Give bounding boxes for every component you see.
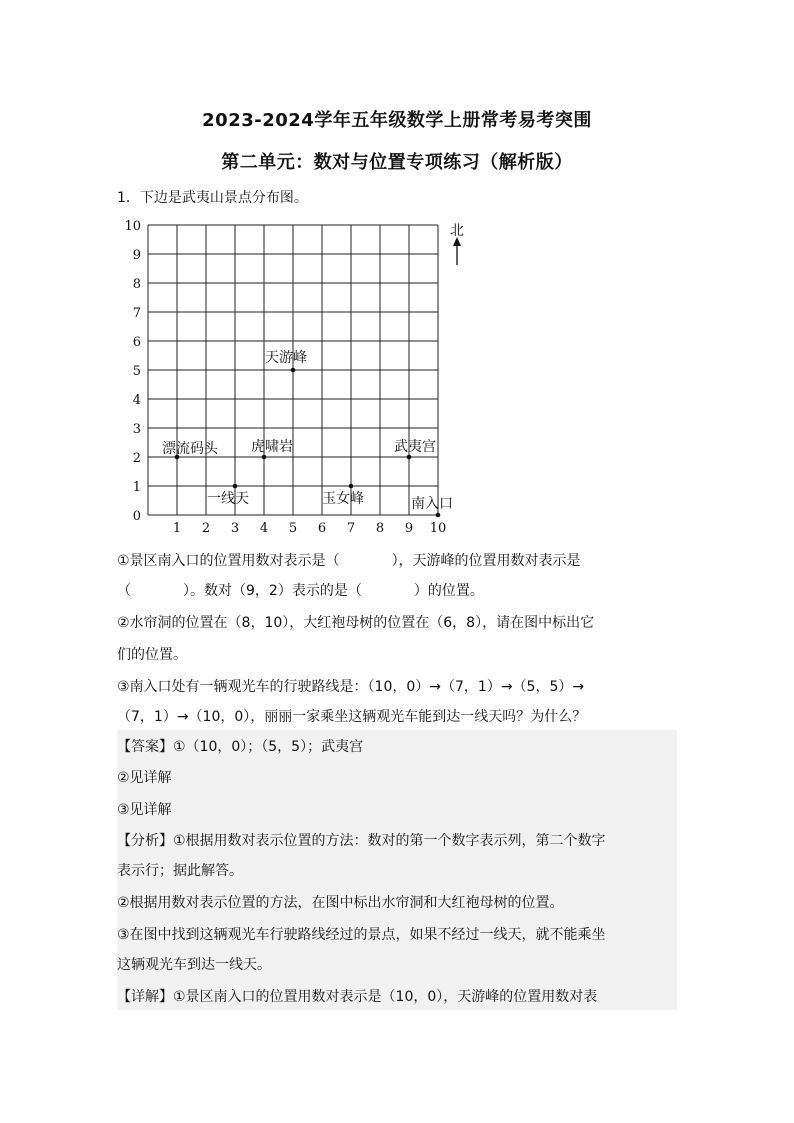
answer-line-1: 【答案】①（10，0）；（5，5）；武夷宫 xyxy=(117,739,364,755)
x-tick-label: 8 xyxy=(375,521,385,536)
x-tick-label: 3 xyxy=(230,521,240,536)
analysis-line-4: ③在图中找到这辆观光车行驶路线经过的景点，如果不经过一线天，就不能乘坐 xyxy=(117,927,606,943)
analysis-line-5: 这辆观光车到达一线天。 xyxy=(117,957,271,973)
question-2-line-1: ②水帘洞的位置在（8，10），大红袍母树的位置在（6，8），请在图中标出它 xyxy=(117,615,595,631)
scenic-point-marker xyxy=(233,484,238,489)
x-tick-label: 10 xyxy=(429,521,447,536)
answer-line-3: ③见详解 xyxy=(117,802,172,818)
x-tick-label: 2 xyxy=(201,521,211,536)
x-tick-label: 7 xyxy=(346,521,356,536)
q1-text-e: ）的位置。 xyxy=(413,583,484,599)
tick-labels xyxy=(124,219,446,536)
scenic-point-marker xyxy=(291,368,296,373)
scenic-point-label: 武夷宫 xyxy=(394,439,436,455)
scenic-point-label: 一线天 xyxy=(207,491,249,507)
y-tick-label: 7 xyxy=(132,306,141,321)
question-1-line-2 xyxy=(117,581,677,601)
y-tick-label: 10 xyxy=(124,219,141,234)
x-tick-label: 5 xyxy=(288,521,298,536)
y-tick-label: 0 xyxy=(132,509,141,524)
q1-text-d: ）。数对（9，2）表示的是（ xyxy=(183,583,362,599)
question-intro: 1．下边是武夷山景点分布图。 xyxy=(117,190,308,206)
question-3-line-1: ③南入口处有一辆观光车的行驶路线是：（10，0）→（7，1）→（5，5）→ xyxy=(117,679,585,695)
q1-text-a: ①景区南入口的位置用数对表示是（ xyxy=(117,553,340,569)
y-tick-label: 3 xyxy=(132,422,141,437)
page-title: 2023-2024学年五年级数学上册常考易考突围 xyxy=(202,110,592,131)
north-label: 北 xyxy=(450,223,464,239)
scenic-point-label: 南入口 xyxy=(411,496,453,512)
y-tick-label: 5 xyxy=(132,364,141,379)
question-3-line-2: （7，1）→（10，0），丽丽一家乘坐这辆观光车能到达一线天吗？为什么？ xyxy=(117,709,587,725)
x-tick-label: 1 xyxy=(172,521,182,536)
scenic-point-label: 漂流码头 xyxy=(162,441,218,457)
scenic-grid-chart xyxy=(117,215,477,540)
page-subtitle: 第二单元：数对与位置专项练习（解析版） xyxy=(221,152,573,173)
q1-text-b: ），天游峰的位置用数对表示是 xyxy=(391,553,581,569)
q1-text-c: （ xyxy=(117,583,131,599)
x-tick-label: 9 xyxy=(404,521,414,536)
answer-line-2: ②见详解 xyxy=(117,770,172,786)
question-1-line-1 xyxy=(117,551,677,571)
y-tick-label: 2 xyxy=(132,451,141,466)
analysis-line-1: 【分析】①根据用数对表示位置的方法：数对的第一个数字表示列，第二个数字 xyxy=(117,833,606,849)
y-tick-label: 1 xyxy=(132,480,141,495)
scenic-point-marker xyxy=(262,455,267,460)
y-tick-label: 4 xyxy=(132,393,141,408)
scenic-point-marker xyxy=(436,513,441,518)
x-tick-label: 4 xyxy=(259,521,269,536)
y-tick-label: 9 xyxy=(132,248,141,263)
scenic-point-label: 玉女峰 xyxy=(322,491,364,507)
analysis-line-2: 表示行；据此解答。 xyxy=(117,863,243,879)
x-tick-label: 6 xyxy=(317,521,327,536)
scenic-point-marker xyxy=(407,455,412,460)
analysis-line-3: ②根据用数对表示位置的方法，在图中标出水帘洞和大红袍母树的位置。 xyxy=(117,895,564,911)
y-tick-label: 8 xyxy=(132,277,141,292)
scenic-point-label: 虎啸岩 xyxy=(251,439,293,455)
scenic-point-label: 天游峰 xyxy=(265,350,307,366)
question-2-line-2: 们的位置。 xyxy=(117,647,187,663)
scenic-point-marker xyxy=(349,484,354,489)
y-tick-label: 6 xyxy=(132,335,141,350)
north-arrow xyxy=(450,223,464,265)
detail-line-1: 【详解】①景区南入口的位置用数对表示是（10，0），天游峰的位置用数对表 xyxy=(117,989,598,1005)
